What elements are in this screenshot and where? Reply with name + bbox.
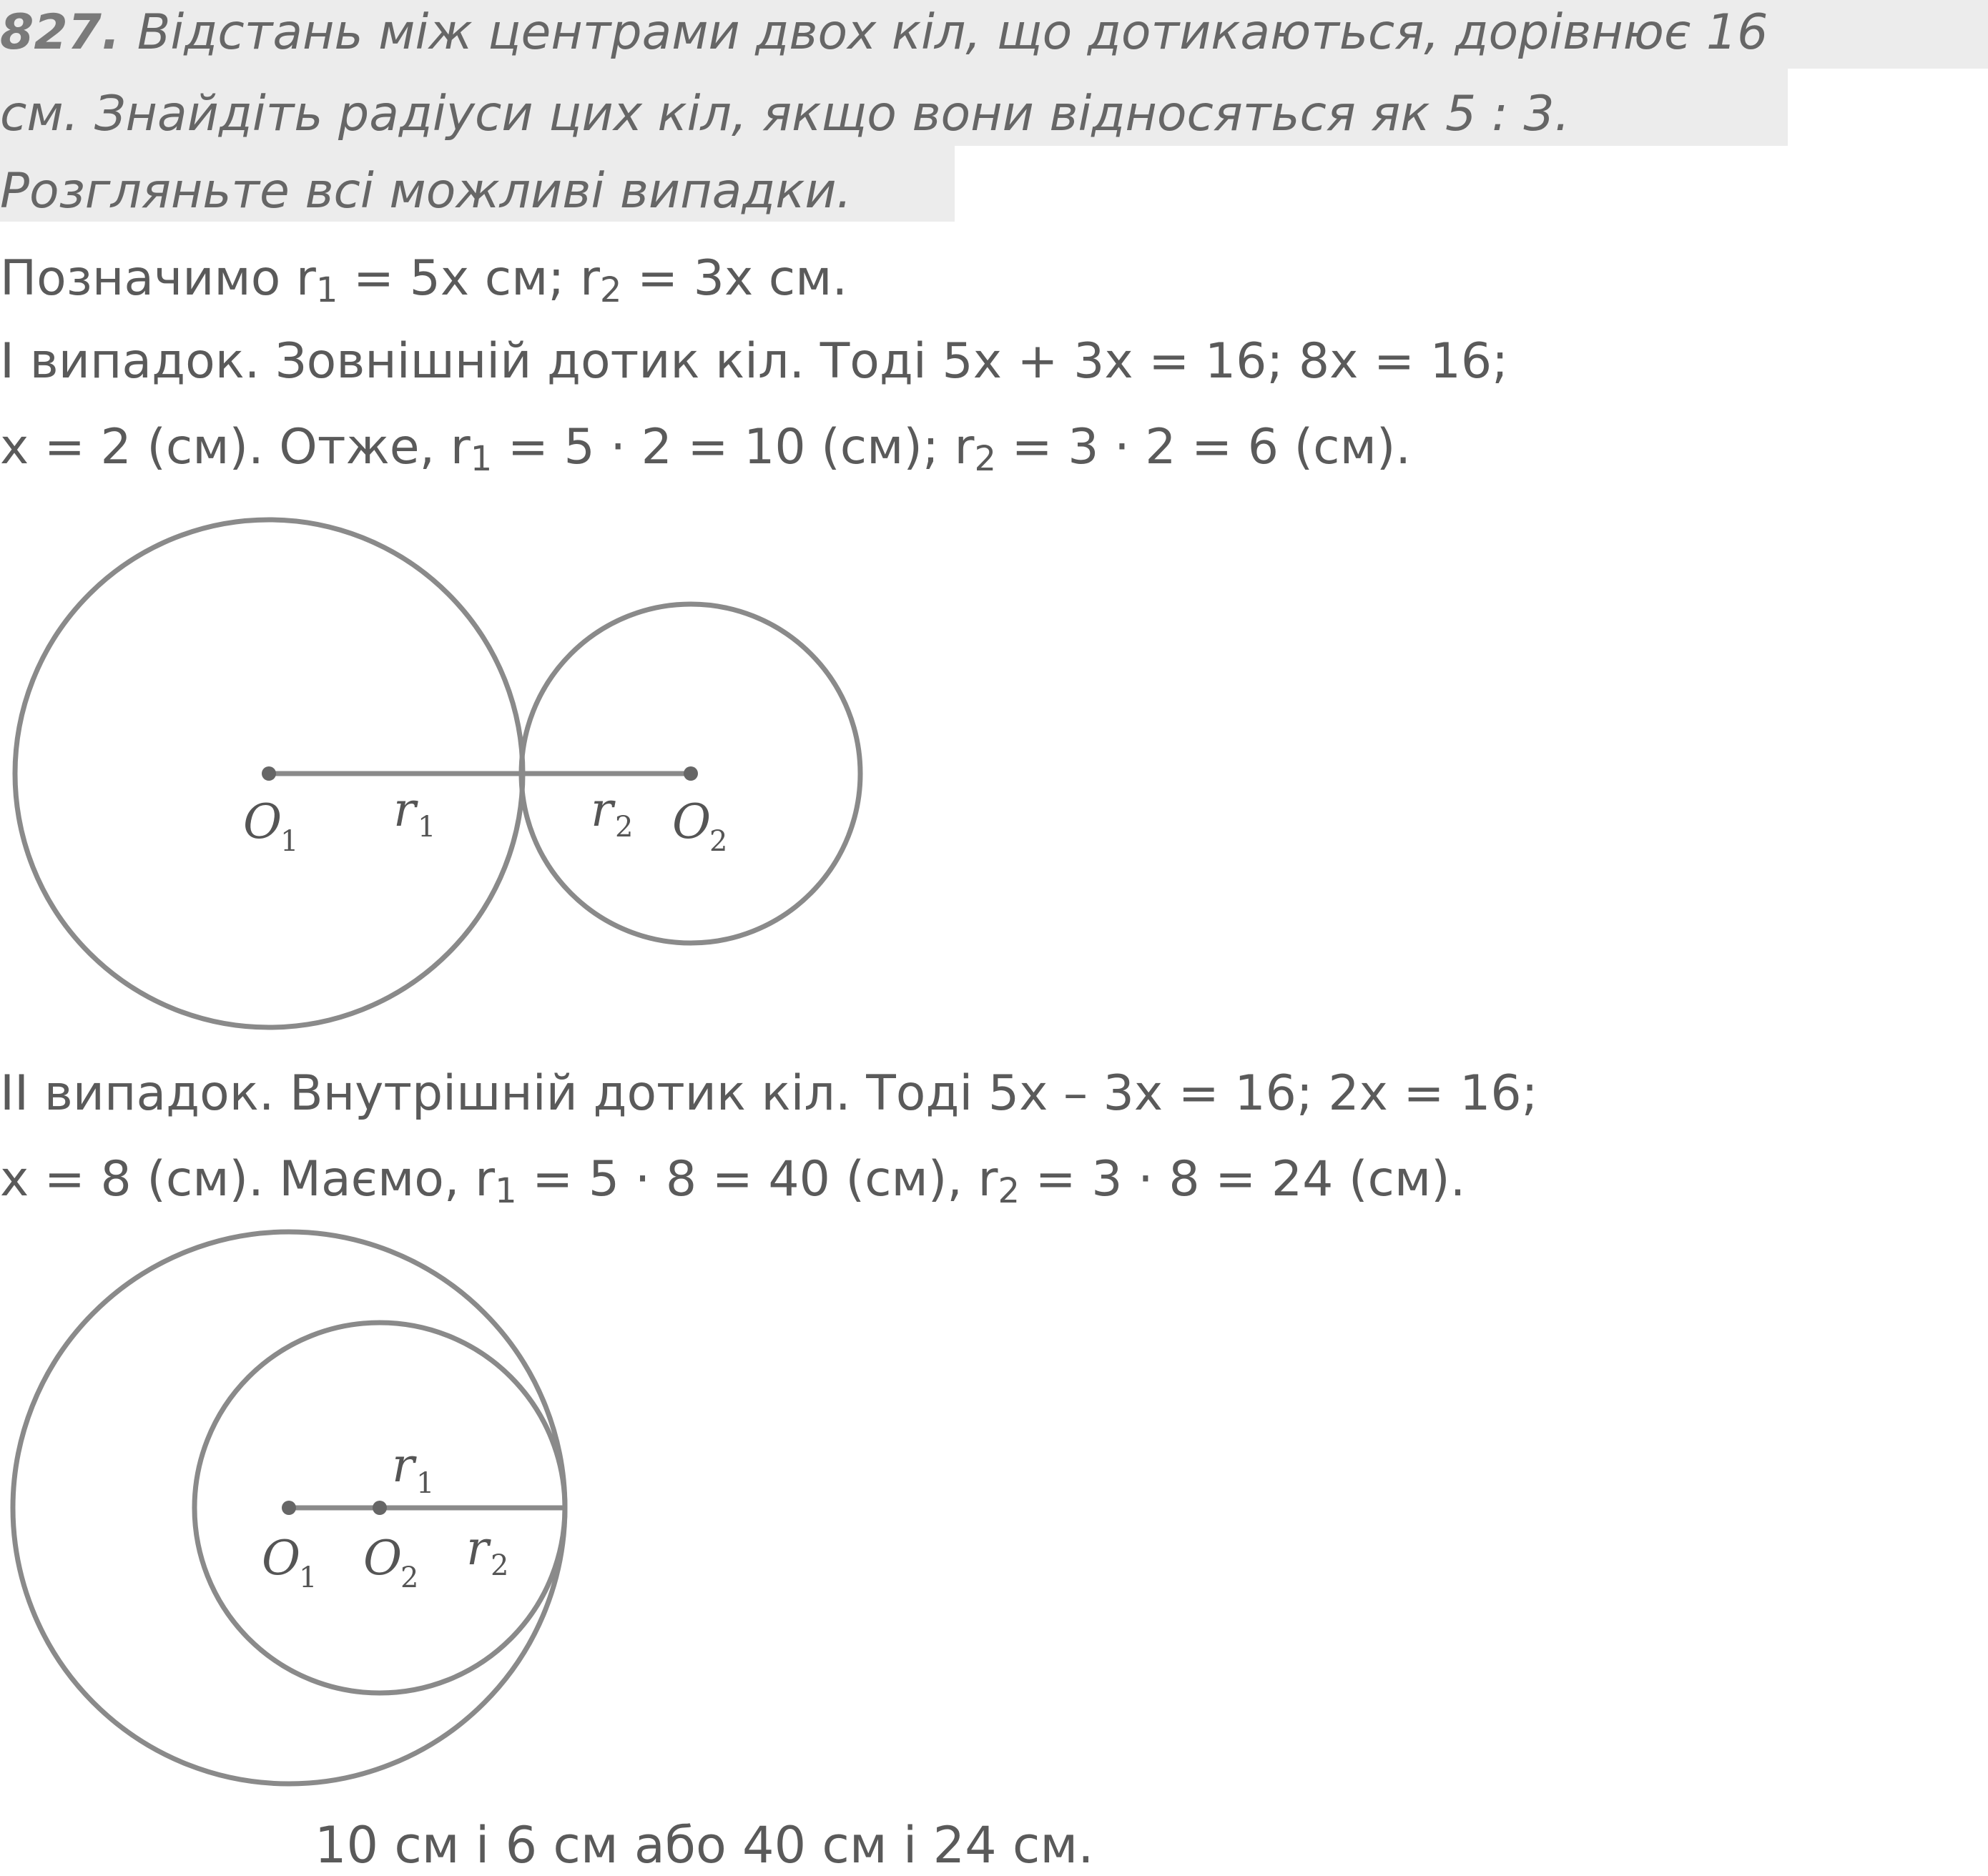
task-line-3: Розгляньте всі можливі випадки. <box>0 163 852 219</box>
label-o2: O <box>672 794 712 849</box>
label-r1-sub: 1 <box>418 811 436 844</box>
label-r2-sub: 2 <box>491 1549 509 1582</box>
center-point-o1 <box>282 1501 296 1515</box>
notation-line: Позначимо $r_1 = 5х$ см; $r_2 = 3х$ см. <box>0 250 848 310</box>
label-r1: r <box>392 1438 415 1493</box>
label-o2: O <box>363 1531 403 1586</box>
label-o2-sub: 2 <box>400 1561 419 1594</box>
label-r1: r <box>393 782 416 837</box>
label-r1-sub: 1 <box>416 1467 435 1500</box>
label-r2: r <box>591 782 614 837</box>
case1-line-2: х = 2 (см). Отже, $r_1 = 5 \cdot 2 = 10$ (см); $r_2 = 3 \cdot 2 = 6$ (см). <box>0 419 1412 479</box>
case2-line-1: ІІ випадок. Внутрішній дотик кіл. Тоді 5х – 3х = 16; 2х = 16; <box>0 1065 1538 1122</box>
center-point-o2 <box>373 1501 387 1515</box>
label-o1-sub: 1 <box>299 1561 318 1594</box>
figure-external-tangency <box>15 520 860 1027</box>
task-number: 827. <box>0 4 120 61</box>
task-line-2: см. Знайдіть радіуси цих кіл, якщо вони відносяться як 5 : 3. <box>0 86 1570 142</box>
label-o1: O <box>262 1531 301 1586</box>
center-point-o2 <box>684 766 698 781</box>
label-o2-sub: 2 <box>709 825 728 858</box>
label-r2-sub: 2 <box>615 811 634 844</box>
center-point-o1 <box>262 766 276 781</box>
task-line-1: 827. Відстань між центрами двох кіл, що дотикаються, дорівнює 16 <box>0 4 1768 61</box>
label-r2: r <box>466 1521 489 1576</box>
label-o1: O <box>243 794 282 849</box>
label-o1-sub: 1 <box>280 825 299 858</box>
case2-line-2: х = 8 (см). Маємо, $r_1 = 5 \cdot 8 = 40$ (см), $r_2 = 3 \cdot 8 = 24$ (см). <box>0 1151 1466 1211</box>
case1-line-1: І випадок. Зовнішній дотик кіл. Тоді 5х + 3х = 16; 8х = 16; <box>0 333 1509 390</box>
answer: 10 см і 6 см або 40 см і 24 см. <box>315 1816 1094 1875</box>
